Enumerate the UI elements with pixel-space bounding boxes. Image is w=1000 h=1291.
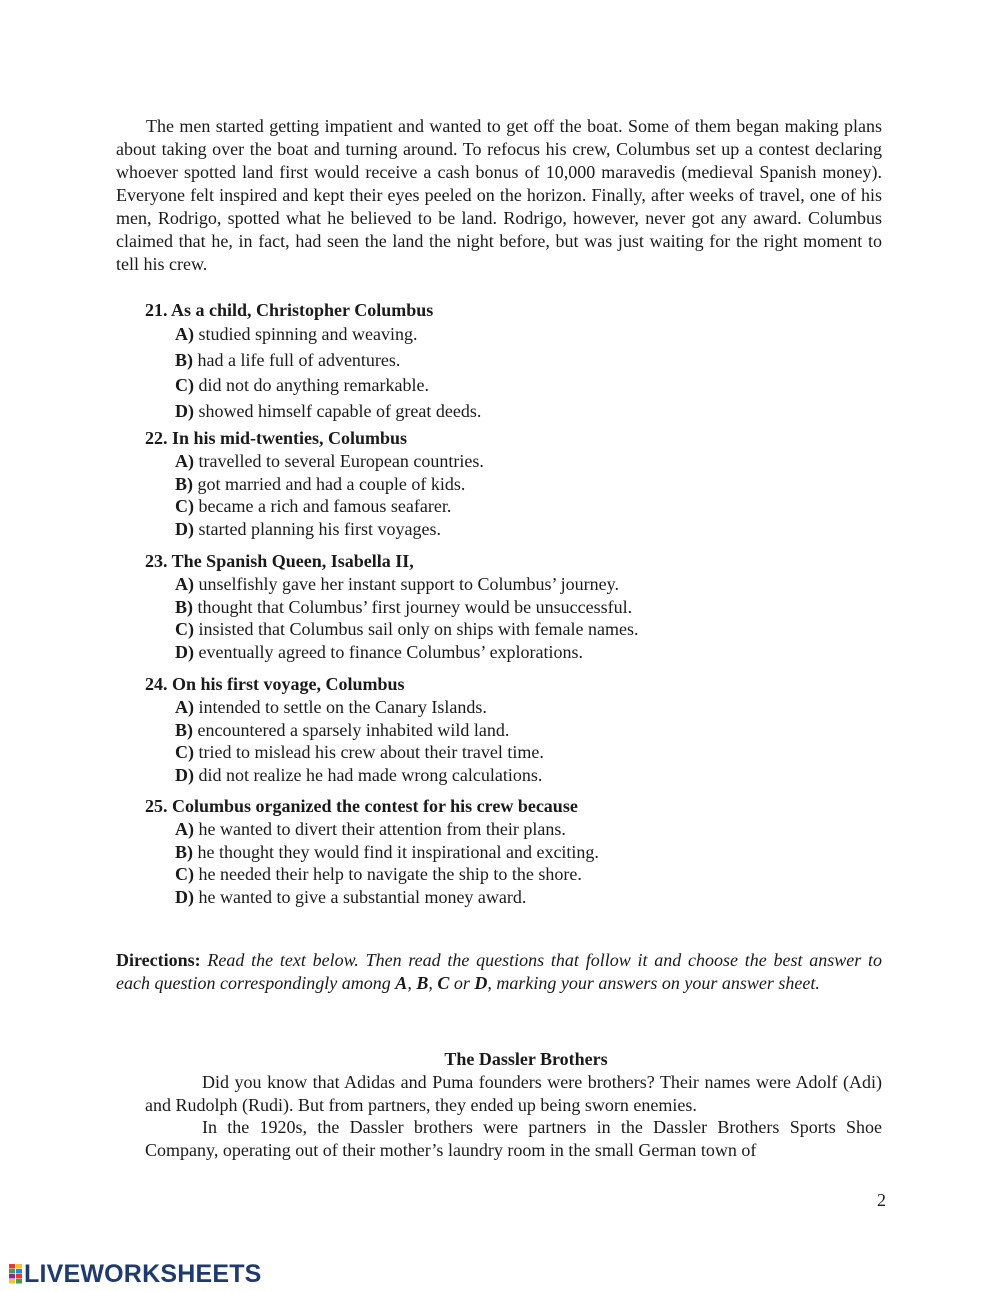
option-a[interactable] [145,818,845,841]
option-letter: B) [175,596,193,617]
directions-text: Read the text below. Then read the questions that follow it and choose the best answer to each question correspondingly among [116,950,882,993]
directions-paragraph [116,949,882,995]
question-24 [145,673,845,786]
option-letter: B) [175,719,193,740]
option-text: studied spinning and weaving. [194,324,418,344]
liveworksheets-logo[interactable] [9,1261,262,1287]
question-stem: 23. The Spanish Queen, Isabella II, [145,551,414,571]
question-stem: 24. On his first voyage, Columbus [145,674,405,694]
option-a[interactable] [145,322,845,348]
directions-text-end: , marking your answers on your answer sheet. [487,973,820,993]
option-letter: A) [175,324,194,344]
separator: , [407,973,417,993]
option-letter: B) [175,473,193,494]
option-letter: A) [175,697,194,717]
option-letter: D) [175,400,194,421]
question-23 [145,550,845,663]
option-text: unselfishly gave her instant support to Columbus’ journey. [194,574,619,594]
option-letter: C) [175,375,194,395]
brand-name: LIVEWORKSHEETS [24,1260,262,1288]
option-letter: C) [175,742,194,762]
option-letter: B) [175,349,193,370]
option-letter: A) [175,451,194,471]
separator: , [428,973,438,993]
question-stem: 25. Columbus organized the contest for his crew because [145,796,578,816]
option-text: did not realize he had made wrong calculations. [194,764,543,785]
question-21 [145,298,845,424]
option-letter: C) [175,496,194,516]
option-letter: D) [175,641,194,662]
option-text: became a rich and famous seafarer. [194,496,452,516]
option-text: had a life full of adventures. [193,349,401,370]
option-d[interactable] [145,641,845,664]
separator: or [449,973,475,993]
option-text: showed himself capable of great deeds. [194,400,482,421]
option-b[interactable] [145,473,845,496]
option-text: thought that Columbus’ first journey would be unsuccessful. [193,596,633,617]
option-d[interactable] [145,518,845,541]
option-text: did not do anything remarkable. [194,375,429,395]
option-letter: D) [175,764,194,785]
question-stem: 21. As a child, Christopher Columbus [145,300,434,320]
option-letter: D) [175,518,194,539]
option-text: eventually agreed to finance Columbus’ explorations. [194,641,584,662]
question-stem: 22. In his mid-twenties, Columbus [145,428,408,448]
option-c[interactable] [145,863,845,886]
option-letter: C) [175,864,194,884]
page-number: 2 [877,1190,886,1210]
story-paragraph-2: In the 1920s, the Dassler brothers were partners in the Dassler Brothers Sports Shoe Company, operating out of their mother’s laundry room in the small German town of [145,1117,882,1160]
answer-letter-d: D [474,973,488,993]
option-letter: A) [175,819,194,839]
option-a[interactable] [145,696,845,719]
question-25 [145,795,845,908]
option-b[interactable] [145,348,845,374]
option-c[interactable] [145,373,845,399]
option-letter: A) [175,574,194,594]
directions-label: Directions: [116,950,201,970]
answer-letter-c: C [437,973,450,993]
option-c[interactable] [145,741,845,764]
option-b[interactable] [145,841,845,864]
option-text: he needed their help to navigate the ship to the shore. [194,864,582,884]
answer-letter-a: A [395,973,408,993]
option-a[interactable] [145,450,845,473]
option-letter: C) [175,619,194,639]
option-text: he wanted to give a substantial money award. [194,886,527,907]
option-text: insisted that Columbus sail only on ships with female names. [194,619,639,639]
answer-letter-b: B [416,973,429,993]
option-letter: B) [175,841,193,862]
option-b[interactable] [145,596,845,619]
option-d[interactable] [145,399,845,425]
option-text: tried to mislead his crew about their travel time. [194,742,544,762]
option-text: got married and had a couple of kids. [193,473,466,494]
story-paragraph-1: Did you know that Adidas and Puma founders were brothers? Their names were Adolf (Adi) and Rudolph (Rudi). But from partners, they ended up being sworn enemies. [145,1072,882,1115]
option-text: travelled to several European countries. [194,451,484,471]
option-d[interactable] [145,764,845,787]
liveworksheets-icon [9,1264,22,1284]
option-text: he wanted to divert their attention from their plans. [194,819,566,839]
option-text: he thought they would find it inspirational and exciting. [193,841,599,862]
option-c[interactable] [145,495,845,518]
option-a[interactable] [145,573,845,596]
question-22 [145,427,845,540]
option-d[interactable] [145,886,845,909]
option-text: started planning his first voyages. [194,518,441,539]
option-letter: D) [175,886,194,907]
option-c[interactable] [145,618,845,641]
option-text: intended to settle on the Canary Islands. [194,697,487,717]
story-title: The Dassler Brothers [444,1049,608,1069]
option-b[interactable] [145,719,845,742]
intro-paragraph: The men started getting impatient and wanted to get off the boat. Some of them began making plans about taking over the boat and turning around. To refocus his crew, Columbus set up a contest declaring whoever spotted land first would receive a cash bonus of 10,000 maravedis (medieval Spanish money). Everyone felt inspired and kept their eyes peeled on the horizon. Finally, after weeks of travel, one of his men, Rodrigo, spotted what he believed to be land. Rodrigo, however, never got any award. Columbus claimed that he, in fact, had seen the land the night before, but was just waiting for the right moment to tell his crew. [116,116,882,274]
option-text: encountered a sparsely inhabited wild land. [193,719,510,740]
